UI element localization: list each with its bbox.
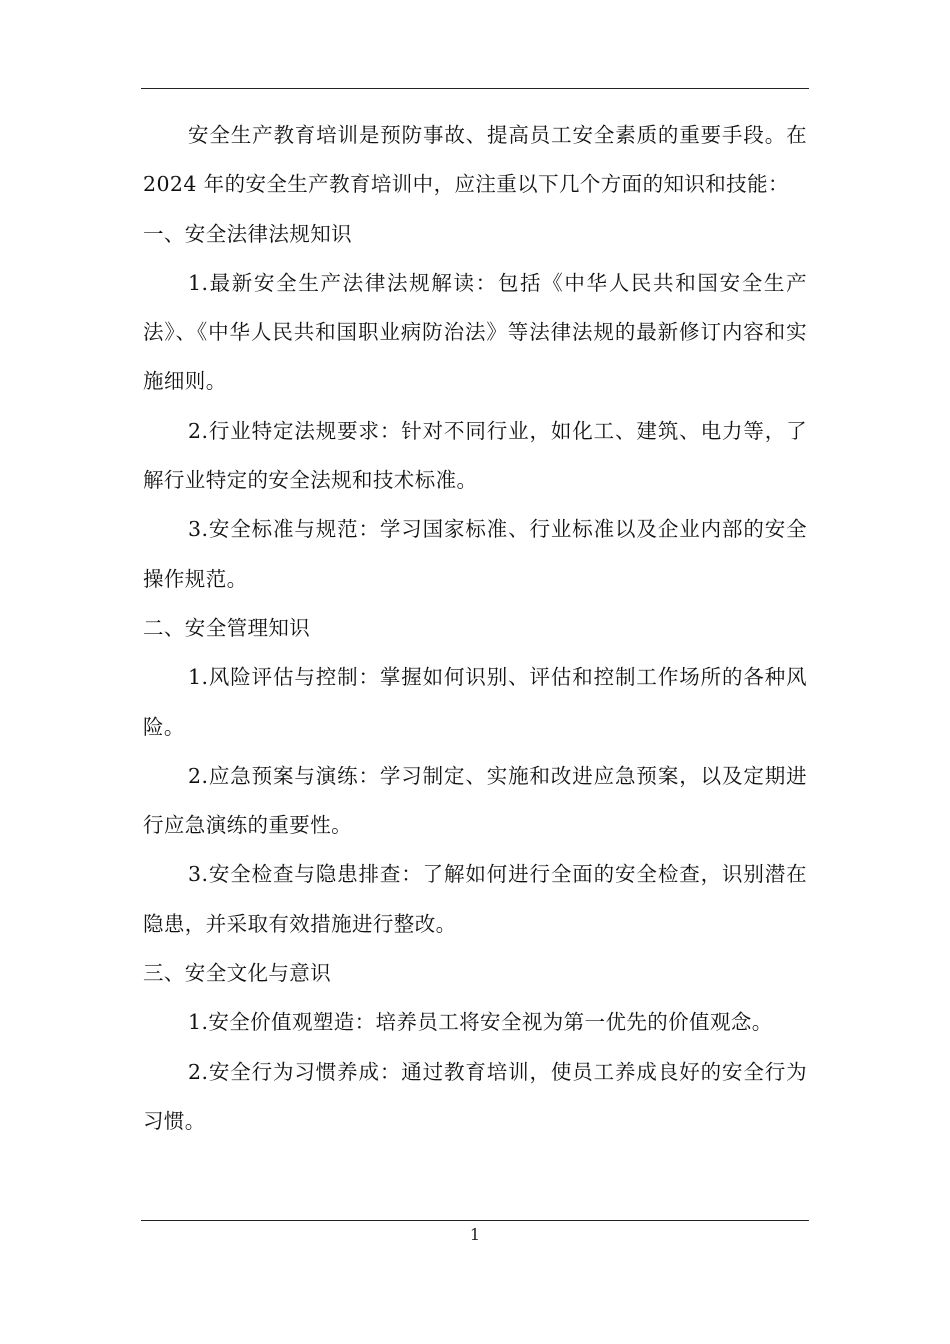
- document-body: [143, 111, 807, 1146]
- section-2-item-2: 2.应急预案与演练：学习制定、实施和改进应急预案，以及定期进行应急演练的重要性。: [143, 763, 807, 838]
- section-heading-1: 一、安全法律法规知识: [143, 221, 352, 246]
- page-number: 1: [469, 1225, 481, 1244]
- section-2-item-1: 1.风险评估与控制：掌握如何识别、评估和控制工作场所的各种风险。: [143, 665, 807, 739]
- section-3-item-1: 1.安全价值观塑造：培养员工将安全视为第一优先的价值观念。: [188, 1010, 773, 1035]
- section-1-item-2: 2.行业特定法规要求：针对不同行业，如化工、建筑、电力等，了解行业特定的安全法规和技术标准。: [143, 418, 807, 493]
- section-heading-3: 三、安全文化与意识: [143, 961, 332, 986]
- section-heading-2: 二、安全管理知识: [143, 615, 311, 640]
- header-rule: [141, 88, 809, 89]
- intro-paragraph: 安全生产教育培训是预防事故、提高员工安全素质的重要手段。在 2024 年的安全生产教育培训中，应注重以下几个方面的知识和技能：: [143, 123, 807, 197]
- section-3-item-2: 2.安全行为习惯养成：通过教育培训，使员工养成良好的安全行为习惯。: [143, 1059, 807, 1133]
- footer-rule: [141, 1220, 809, 1221]
- section-1-item-1: 1.最新安全生产法律法规解读：包括《中华人民共和国安全生产法》、《中华人民共和国职业病防治法》等法律法规的最新修订内容和实施细则。: [143, 270, 807, 394]
- section-1-item-3: 3.安全标准与规范：学习国家标准、行业标准以及企业内部的安全操作规范。: [143, 517, 807, 591]
- section-2-item-3: 3.安全检查与隐患排查：了解如何进行全面的安全检查，识别潜在隐患，并采取有效措施进行整改。: [143, 862, 807, 936]
